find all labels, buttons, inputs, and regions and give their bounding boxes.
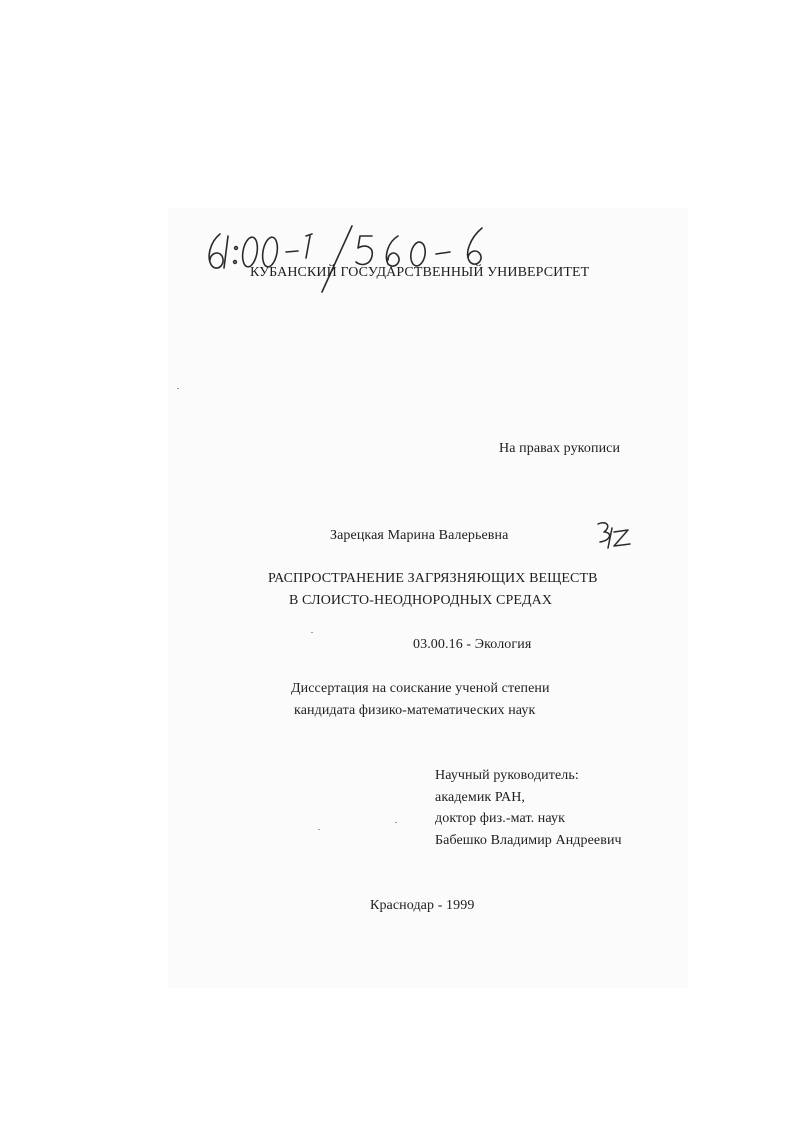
scan-speck	[311, 632, 313, 633]
specialty-code: 03.00.16 - Экология	[413, 637, 532, 652]
dissertation-title-line1: РАСПРОСТРАНЕНИЕ ЗАГРЯЗНЯЮЩИХ ВЕЩЕСТВ	[268, 571, 598, 586]
city-year: Краснодар - 1999	[370, 898, 475, 913]
supervisor-label: Научный руководитель:	[435, 768, 579, 783]
manuscript-rights-note: На правах рукописи	[499, 441, 621, 456]
degree-line2: кандидата физико-математических наук	[294, 703, 536, 718]
handwritten-archive-code	[202, 214, 522, 294]
scan-speck	[318, 829, 320, 830]
author-signature	[590, 518, 634, 554]
author-name: Зарецкая Марина Валерьевна	[330, 528, 509, 543]
scan-speck	[395, 822, 397, 823]
scan-speck	[177, 388, 179, 389]
dissertation-title-line2: В СЛОИСТО-НЕОДНОРОДНЫХ СРЕДАХ	[289, 593, 553, 608]
supervisor-title: академик РАН,	[435, 790, 526, 805]
degree-line1: Диссертация на соискание ученой степени	[291, 681, 550, 696]
supervisor-degree: доктор физ.-мат. наук	[435, 811, 566, 826]
supervisor-name: Бабешко Владимир Андреевич	[435, 833, 622, 848]
university-name: КУБАНСКИЙ ГОСУДАРСТВЕННЫЙ УНИВЕРСИТЕТ	[250, 265, 590, 280]
